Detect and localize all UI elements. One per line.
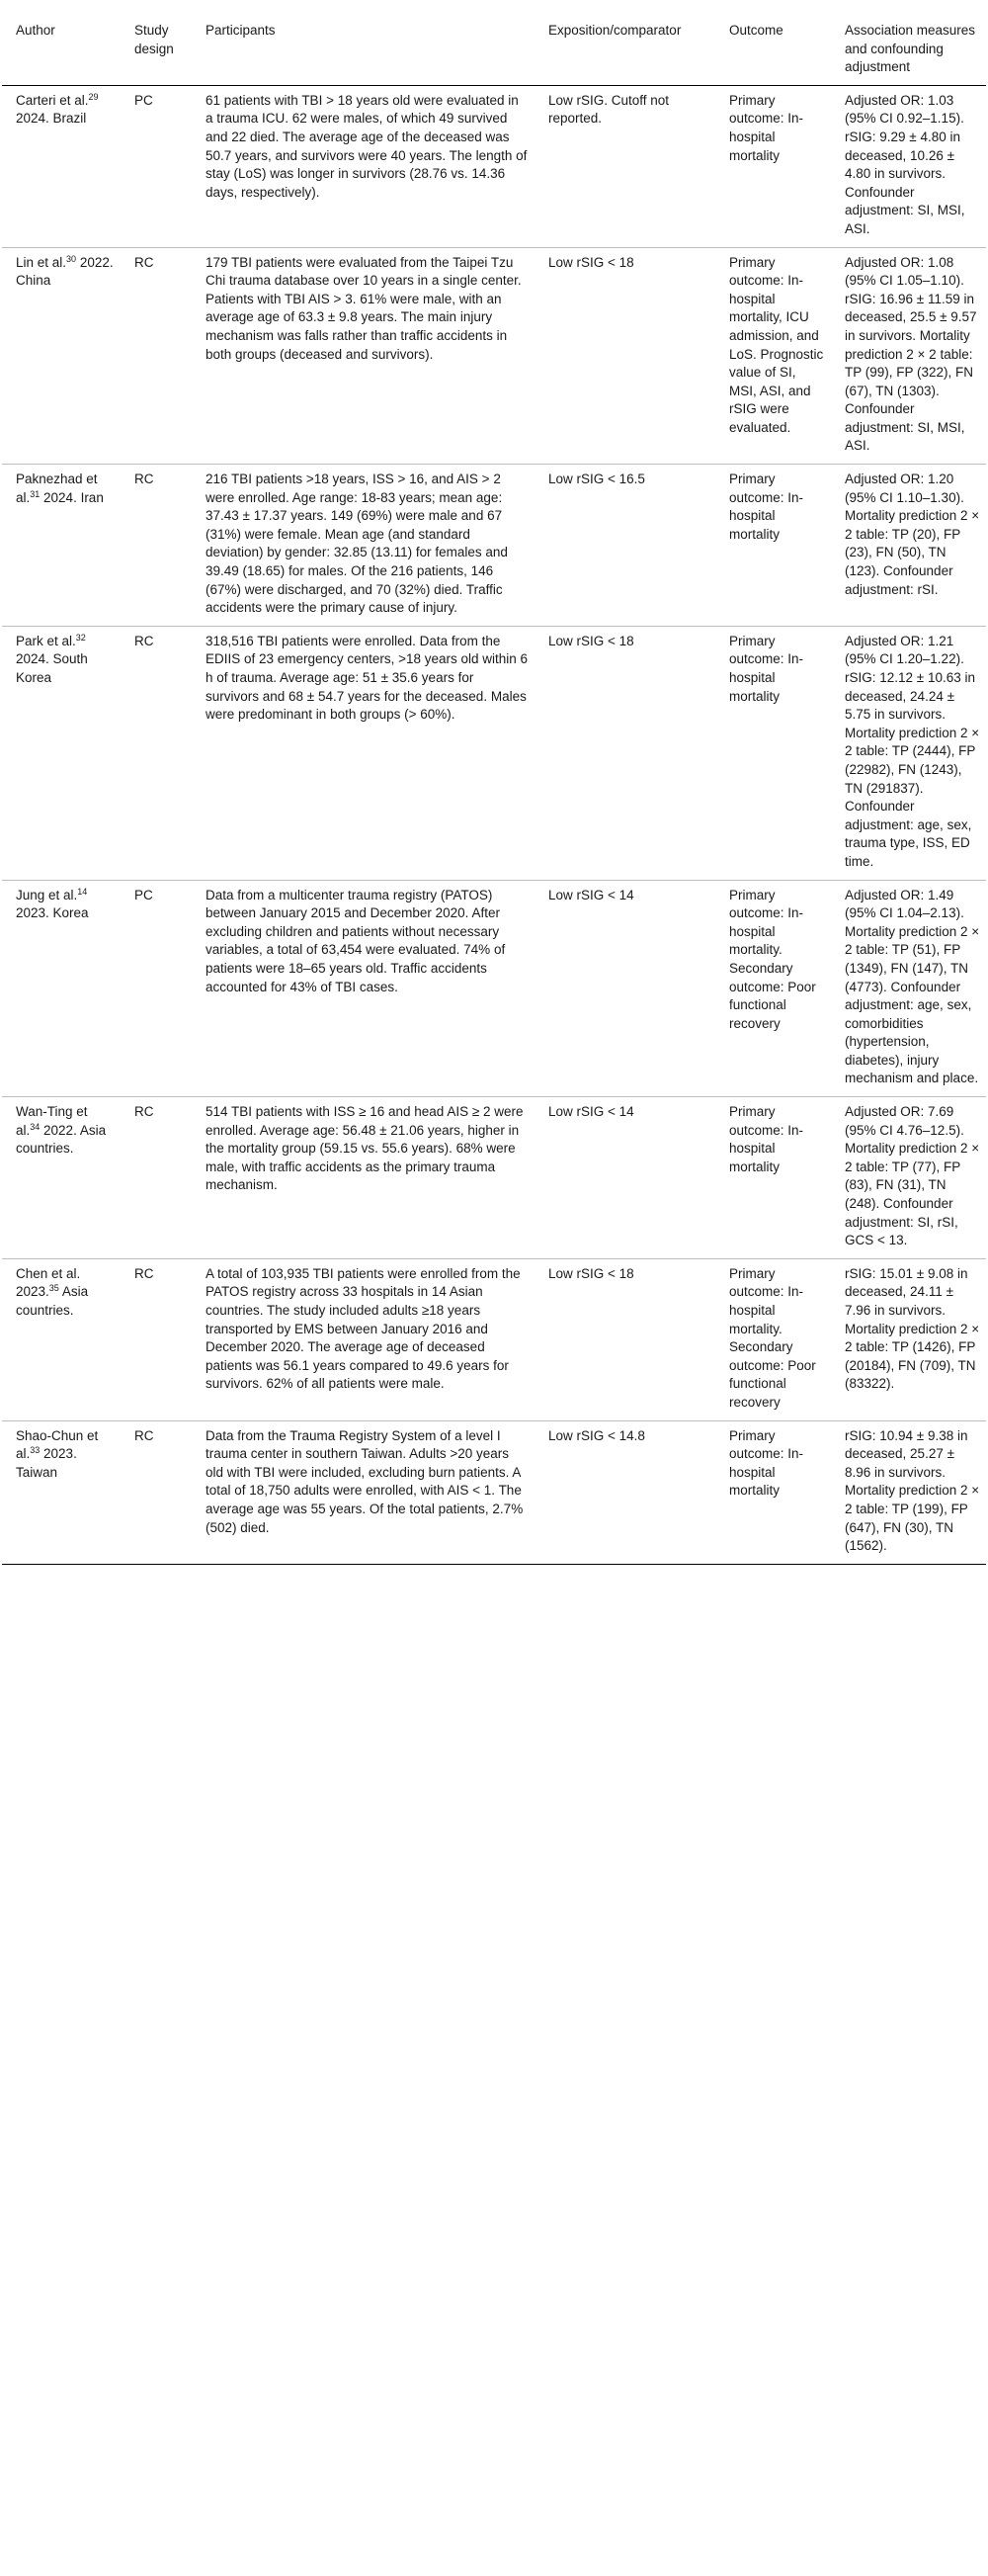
exposition-cell: Low rSIG < 18 <box>548 254 634 270</box>
outcome-cell: Primary outcome: In-hospital mortality <box>729 633 804 704</box>
participants-cell: 216 TBI patients >18 years, ISS > 16, and AIS > 2 were enrolled. Age range: 18-83 years; mean age: 37.43 ± 17.37 years. 149 (69%) were male and 67 (31%) were female. Mean age (and standard deviation) by gender: 32.85 (13.11) for females and 39.49 (18.65) for males. Of the 216 patients, 146 (67%) were discharged, and 70 (32%) died. Traffic accidents were the primary cause of injury. <box>206 472 508 616</box>
design-cell: RC <box>134 472 154 487</box>
reference-link[interactable]: 29 <box>88 91 99 102</box>
association-cell: Adjusted OR: 1.20 (95% CI 1.10–1.30). Mortality prediction 2 × 2 table: TP (20), FP (23), FN (50), TN (123). Confounder adjustment: rSI. <box>845 472 980 597</box>
participants-cell: Data from the Trauma Registry System of a level I trauma center in southern Taiwan. Adults >20 years old with TBI were included, excluding burn patients. A total of 18,750 adults were enrolled, with AIS < 1. The average age was 55 years. Of the total patients, 2.7% (502) died. <box>206 1427 524 1535</box>
participants-cell: 179 TBI patients were evaluated from the Taipei Tzu Chi trauma database over 10 years in a single center. Patients with TBI AIS > 3. 61% were male, with an average age of 63.3 ± 9.8 years. The main injury mechanism was falls rather than traffic accidents in both groups (deceased and survivors). <box>206 254 522 362</box>
author-cell: Chen et al. 2023.35 Asia countries. <box>16 1265 89 1318</box>
participants-cell: 514 TBI patients with ISS ≥ 16 and head AIS ≥ 2 were enrolled. Average age: 56.48 ± 21.06 years, higher in the mortality group (59.15 vs. 55.6 years). 68% were male, with traffic accidents as the primary trauma mechanism. <box>206 1104 524 1193</box>
exposition-cell: Low rSIG < 18 <box>548 1265 634 1281</box>
header-association: Association measures and confounding adjustment <box>845 23 976 75</box>
outcome-cell: Primary outcome: In-hospital mortality <box>729 472 804 542</box>
table-row <box>2 247 986 465</box>
exposition-cell: Low rSIG < 14 <box>548 1104 634 1120</box>
exposition-cell: Low rSIG < 14 <box>548 887 634 902</box>
participants-cell: Data from a multicenter trauma registry (PATOS) between January 2015 and December 2020. After excluding children and patients without necessary variables, a total of 63,454 were evaluated. 74% of patients were 18–65 years old. Traffic accidents accounted for 43% of TBI cases. <box>206 887 506 994</box>
reference-link[interactable]: 31 <box>30 488 41 499</box>
exposition-cell: Low rSIG < 16.5 <box>548 472 645 487</box>
design-cell: RC <box>134 1265 154 1281</box>
author-cell: Paknezhad et al.$^{31}$ 2024. Iran <box>16 472 104 505</box>
header-author: Author <box>16 23 55 38</box>
author-cell: Shao-Chun et al.$^{33}$ 2023. Taiwan <box>16 1427 99 1480</box>
association-cell: rSIG: 10.94 ± 9.38 in deceased, 25.27 ± 8.96 in survivors. Mortality prediction 2 × 2 table: TP (199), FP (647), FN (30), TN (1562). <box>845 1427 980 1554</box>
association-cell: rSIG: 15.01 ± 9.08 in deceased, 24.11 ± 7.96 in survivors. Mortality prediction 2 × 2 table: TP (1426), FP (20184), FN (709), TN (83322). <box>845 1265 980 1392</box>
outcome-cell: Primary outcome: In-hospital mortality. Secondary outcome: Poor functional recovery <box>729 887 816 1031</box>
design-cell: RC <box>134 254 154 270</box>
association-cell: Adjusted OR: 1.03 (95% CI 0.92–1.15). rSIG: 9.29 ± 4.80 in deceased, 10.26 ± 4.80 in survivors. Confounder adjustment: SI, MSI, ASI. <box>845 92 965 236</box>
exposition-cell: Low rSIG < 14.8 <box>548 1427 645 1443</box>
header-row <box>2 12 986 85</box>
header-study-design: Study design <box>134 23 174 56</box>
association-cell: Adjusted OR: 1.21 (95% CI 1.20–1.22). rSIG: 12.12 ± 10.63 in deceased, 24.24 ± 5.75 in survivors. Mortality prediction 2 × 2 table: TP (2444), FP (22982), FN (1243), TN (291837). Confounder adjustment: age, sex, trauma type, ISS, ED time. <box>845 633 980 869</box>
outcome-cell: Primary outcome: In-hospital mortality. Secondary outcome: Poor functional recovery <box>729 1265 816 1410</box>
design-cell: PC <box>134 92 153 108</box>
participants-cell: A total of 103,935 TBI patients were enrolled from the PATOS registry across 33 hospitals in 14 Asian countries. The study included adults ≥18 years transported by EMS between January 2016 and December 2020. The average age of deceased patients was 56.1 years compared to 49.6 years for survivors. 62% of all patients were male. <box>206 1265 521 1392</box>
outcome-cell: Primary outcome: In-hospital mortality <box>729 1427 804 1499</box>
table-row <box>2 880 986 1097</box>
design-cell: PC <box>134 887 153 902</box>
table-row <box>2 626 986 880</box>
reference-link[interactable]: 30 <box>66 253 77 264</box>
table-row <box>2 1097 986 1259</box>
outcome-cell: Primary outcome: In-hospital mortality <box>729 92 804 163</box>
table-row <box>2 85 986 247</box>
table-row <box>2 1420 986 1564</box>
design-cell: RC <box>134 1427 154 1443</box>
header-participants: Participants <box>206 23 276 38</box>
association-cell: Adjusted OR: 7.69 (95% CI 4.76–12.5). Mortality prediction 2 × 2 table: TP (77), FP (83), FN (31), TN (248). Confounder adjustment: SI, rSI, GCS < 13. <box>845 1104 980 1248</box>
header-outcome: Outcome <box>729 23 783 38</box>
author-cell: Park et al.$^{32}$ 2024. South Korea <box>16 632 88 685</box>
outcome-cell: Primary outcome: In-hospital mortality, ICU admission, and LoS. Prognostic value of SI, MSI, ASI, and rSIG were evaluated. <box>729 254 824 435</box>
author-cell: Lin et al.$^{30}$ 2022. China <box>16 253 114 289</box>
association-cell: Adjusted OR: 1.08 (95% CI 1.05–1.10). rSIG: 16.96 ± 11.59 in deceased, 25.5 ± 9.57 in survivors. Mortality prediction 2 × 2 table: TP (99), FP (322), FN (67), TN (1303). Confounder adjustment: SI, MSI, ASI. <box>845 254 977 454</box>
design-cell: RC <box>134 1104 154 1120</box>
header-exposition: Exposition/comparator <box>548 23 682 38</box>
exposition-cell: Low rSIG < 18 <box>548 633 634 648</box>
reference-link[interactable]: 35 <box>48 1283 59 1294</box>
author-cell: Wan-Ting et al.$^{34}$ 2022. Asia countries. <box>16 1104 107 1157</box>
author-cell: Carteri et al.$^{29}$ 2024. Brazil <box>16 91 99 127</box>
reference-link[interactable]: 32 <box>75 632 86 643</box>
reference-link[interactable]: 14 <box>77 886 88 897</box>
study-characteristics-table <box>2 12 986 1565</box>
reference-link[interactable]: 34 <box>30 1121 41 1132</box>
outcome-cell: Primary outcome: In-hospital mortality <box>729 1104 804 1174</box>
table-row <box>2 465 986 627</box>
association-cell: Adjusted OR: 1.49 (95% CI 1.04–2.13). Mortality prediction 2 × 2 table: TP (51), FP (1349), FN (147), TN (4773). Confounder adjustment: age, sex, comorbidities (hypertension, diabetes), injury mechanism and place. <box>845 887 980 1086</box>
participants-cell: 61 patients with TBI > 18 years old were evaluated in a trauma ICU. 62 were males, of which 49 survived and 22 died. The average age of the deceased was 50.7 years, and survivors were 40 years. The length of stay (LoS) was longer in survivors (28.76 vs. 14.36 days, respectively). <box>206 92 528 200</box>
reference-link[interactable]: 33 <box>30 1445 41 1456</box>
participants-cell: 318,516 TBI patients were enrolled. Data from the EDIIS of 23 emergency centers, >18 years old within 6 h of trauma. Average age: 51 ± 35.6 years for survivors and 68 ± 54.7 years for the deceased. Males were predominant in both groups (> 60%). <box>206 633 529 723</box>
design-cell: RC <box>134 633 154 648</box>
author-cell: Jung et al.$^{14}$ 2023. Korea <box>16 886 89 921</box>
table-row <box>2 1258 986 1420</box>
exposition-cell: Low rSIG. Cutoff not reported. <box>548 92 670 127</box>
